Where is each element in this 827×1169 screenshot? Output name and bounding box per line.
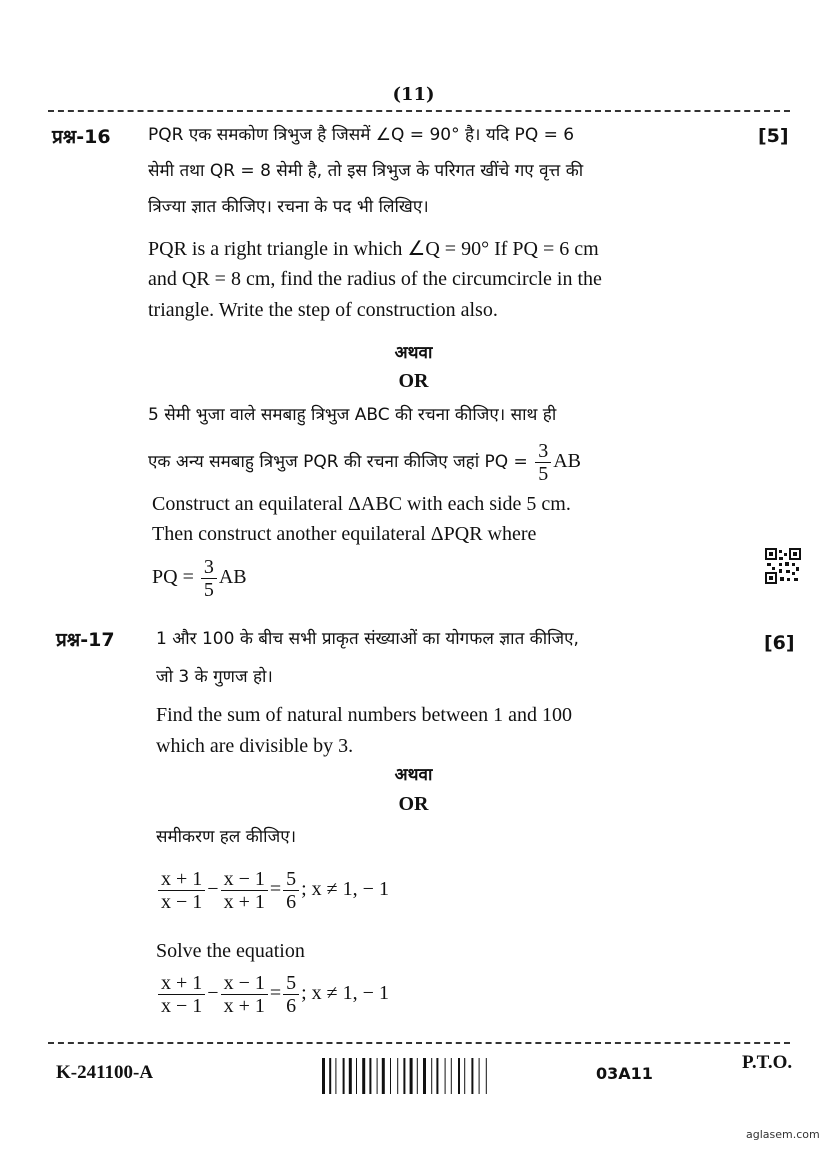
eq-minus: −: [207, 982, 219, 1004]
q16-hindi-line2: सेमी तथा QR = 8 सेमी है, तो इस त्रिभुज के परिगत खींचे गए वृत्त की: [148, 161, 584, 181]
qr-code-icon: [765, 548, 801, 584]
eq-fraction-1-den: x − 1: [161, 890, 203, 913]
q16-or-en: OR: [398, 370, 429, 392]
eq-fraction-3-den: 6: [286, 994, 297, 1017]
q16-en-line3: triangle. Write the step of construction also.: [148, 299, 498, 321]
q16-or-hindi: अथवा: [394, 343, 433, 363]
fraction-numerator: 3: [201, 556, 217, 579]
q17-label: प्रश्न-17: [56, 629, 115, 651]
q17-en-line2: which are divisible by 3.: [156, 735, 354, 757]
page-code: 03A11: [596, 1064, 653, 1083]
q17-alt-en: Solve the equation: [156, 940, 305, 962]
q16-alt-en-line2: Then construct another equilateral ΔPQR where: [152, 523, 537, 545]
eq-fraction-1-den: x − 1: [161, 994, 203, 1017]
q17-alt-hindi: समीकरण हल कीजिए।: [156, 827, 297, 847]
q16-alt-hindi-line1: 5 सेमी भुजा वाले समबाहु त्रिभुज ABC की रचना कीजिए। साथ ही: [148, 405, 557, 425]
q16-en-line2: and QR = 8 cm, find the radius of the circumcircle in the: [148, 268, 602, 290]
eq-condition: ; x ≠ 1, − 1: [301, 878, 389, 900]
q16-pq-equation: [152, 554, 247, 604]
q16-hindi-line3: त्रिज्या ज्ञात कीजिए। रचना के पद भी लिखिए।: [148, 197, 429, 217]
q17-hindi-line1: 1 और 100 के बीच सभी प्राकृत संख्याओं का योगफल ज्ञात कीजिए,: [156, 629, 579, 649]
fraction-numerator: 3: [535, 440, 551, 463]
q16-marks: [5]: [758, 125, 789, 147]
barcode-icon: [322, 1058, 552, 1094]
eq-minus: −: [207, 878, 219, 900]
pq-label: PQ =: [152, 566, 194, 588]
q17-equation-1: [156, 866, 389, 916]
fraction-denominator: 5: [203, 578, 214, 601]
eq-fraction-3-den: 6: [286, 890, 297, 913]
q16-en-line1: PQR is a right triangle in which ∠Q = 90° If PQ = 6 cm: [148, 238, 599, 260]
pto-label: P.T.O.: [742, 1052, 793, 1073]
q17-hindi-line2: जो 3 के गुणज हो।: [156, 667, 273, 687]
page-number: (11): [392, 84, 435, 105]
q17-en-line1: Find the sum of natural numbers between 1 and 100: [156, 704, 573, 726]
q17-or-en: OR: [398, 793, 429, 815]
q17-marks: [6]: [764, 632, 795, 654]
eq-fraction-2-num: x − 1: [221, 868, 268, 891]
eq-equals: =: [269, 982, 282, 1004]
q16-fraction-hindi: [535, 440, 551, 485]
fraction-denominator: 5: [538, 462, 549, 485]
q16-alt-en-line1: Construct an equilateral ΔABC with each side 5 cm.: [152, 493, 571, 515]
eq-fraction-3-num: 5: [283, 972, 299, 995]
q17-equation-2: [156, 970, 389, 1020]
eq-fraction-2-num: x − 1: [221, 972, 268, 995]
eq-condition: ; x ≠ 1, − 1: [301, 982, 389, 1004]
eq-fraction-1-num: x + 1: [158, 868, 205, 891]
eq-fraction-2-den: x + 1: [223, 890, 265, 913]
q16-hindi-line1: PQR एक समकोण त्रिभुज है जिसमें ∠Q = 90° है। यदि PQ = 6: [148, 125, 575, 145]
q16-alt-hindi-line2: [148, 438, 581, 488]
q16-alt-hindi-line2-text: एक अन्य समबाहु त्रिभुज PQR की रचना कीजिए जहां PQ =: [148, 452, 528, 472]
q16-label: प्रश्न-16: [52, 126, 111, 148]
q16-ab-en: AB: [218, 566, 247, 588]
paper-code: K-241100-A: [56, 1062, 154, 1083]
eq-fraction-1-num: x + 1: [158, 972, 205, 995]
bottom-divider: [48, 1042, 790, 1044]
watermark: aglasem.com: [746, 1128, 820, 1141]
eq-fraction-2-den: x + 1: [223, 994, 265, 1017]
eq-fraction-3-num: 5: [283, 868, 299, 891]
q17-or-hindi: अथवा: [394, 765, 433, 785]
q16-fraction-en: [201, 556, 217, 601]
q16-ab-hindi: AB: [553, 450, 581, 472]
top-divider: [48, 110, 790, 112]
eq-equals: =: [269, 878, 282, 900]
